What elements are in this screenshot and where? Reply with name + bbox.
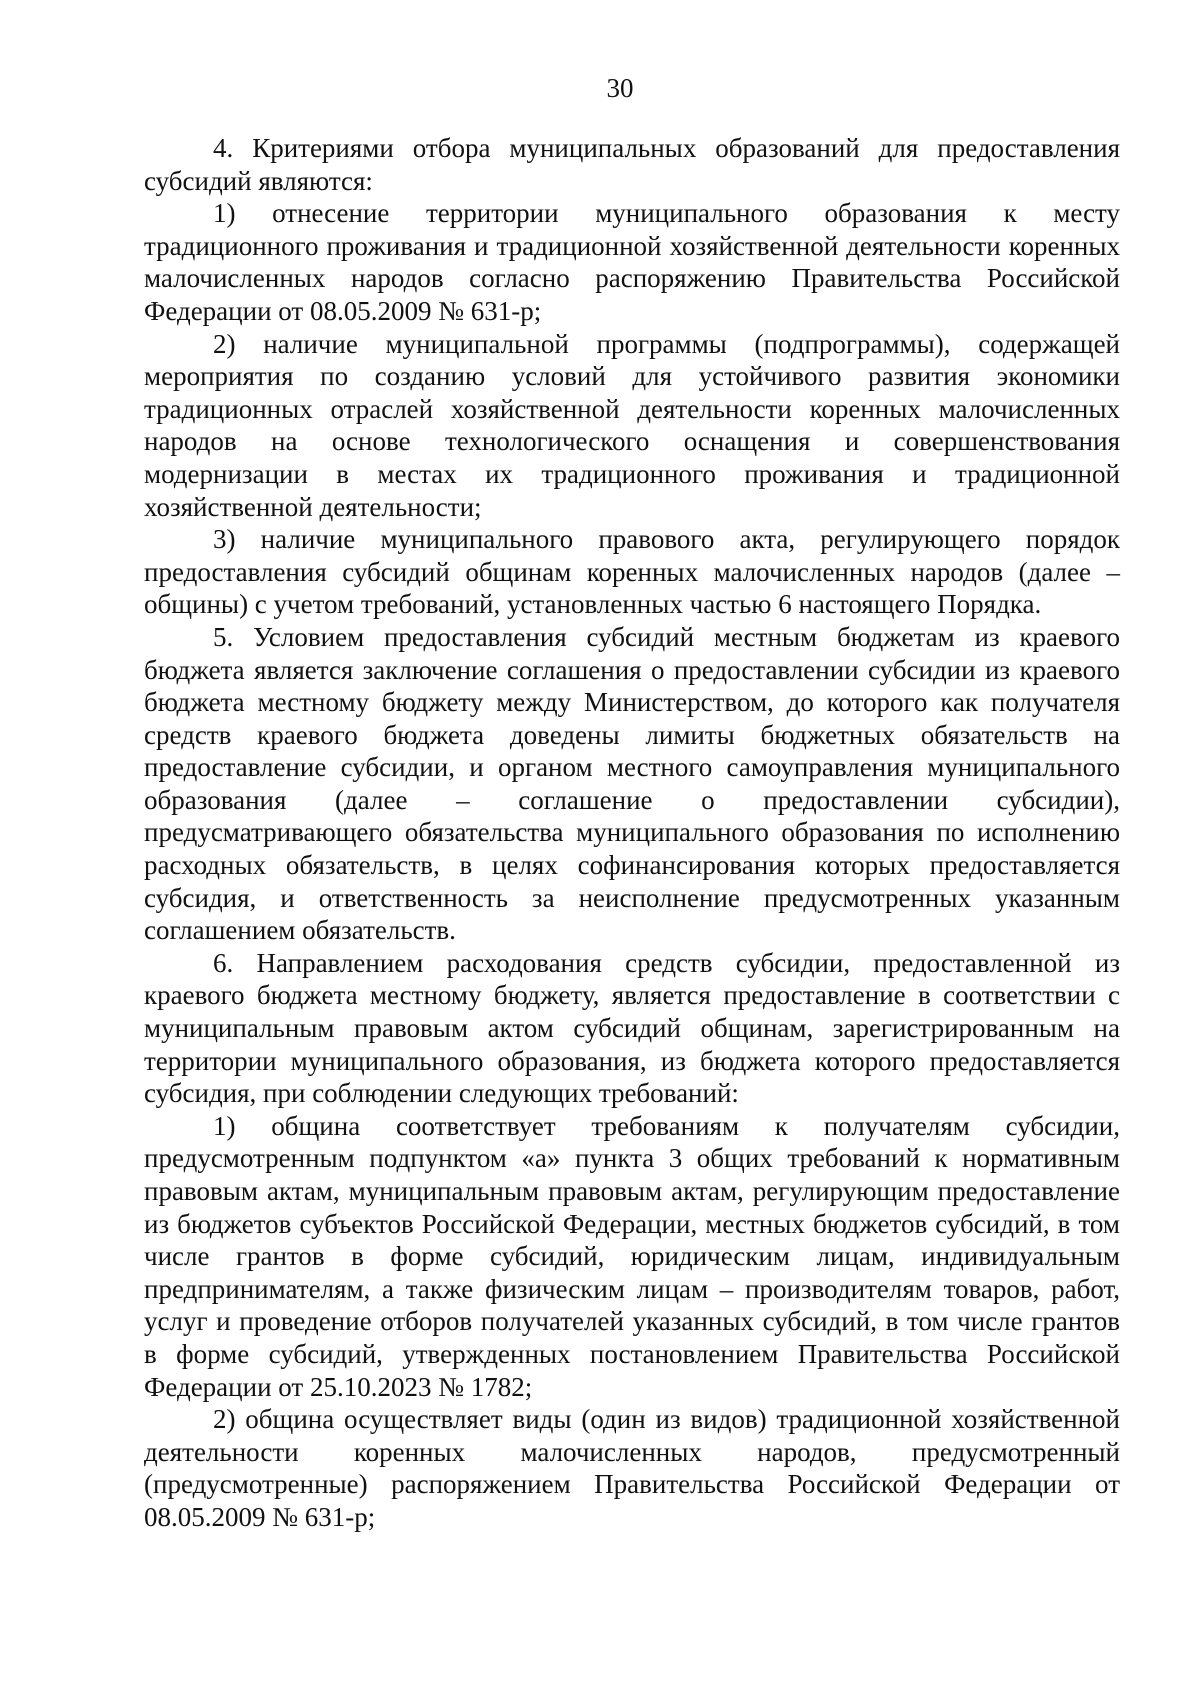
paragraph-requirement-item-1: 1) община соответствует требованиям к получателям субсидии, предусмотренным подпунктом «а» пункта 3 общих требований к нормативным правовым актам, муниципальным правовым актам, регулирующим предоставление из бюджетов субъектов Российской Федерации, местных бюджетов субсидий, в том числе грантов в форме субсидий, юридическим лицам, индивидуальным предпринимателям, а также физическим лицам – производителям товаров, работ, услуг и проведение отборов получателей указанных субсидий, в том числе грантов в форме субсидий, утвержденных постановлением Правительства Российской Федерации от 25.10.2023 № 1782; <box>144 1110 1120 1402</box>
paragraph-criteria-item-3: 3) наличие муниципального правового акта, регулирующего порядок предоставления субсидий общинам коренных малочисленных народов (далее – общины) с учетом требований, установленных частью 6 настоящего Порядка. <box>144 524 1120 620</box>
paragraph-criteria-item-2: 2) наличие муниципальной программы (подпрограммы), содержащей мероприятия по созданию условий для устойчивого развития экономики традиционных отраслей хозяйственной деятельности коренных малочисленных народов на основе технологического оснащения и совершенствования модернизации в местах их традиционного проживания и традиционной хозяйственной деятельности; <box>144 328 1120 522</box>
page-number: 30 <box>606 73 634 103</box>
paragraph-condition: 5. Условием предоставления субсидий местным бюджетам из краевого бюджета является заключение соглашения о предоставлении субсидии из краевого бюджета местному бюджету между Министерством, до которого как получателя средств краевого бюджета доведены лимиты бюджетных обязательств на предоставление субсидии, и органом местного самоуправления муниципального образования (далее – соглашение о предоставлении субсидии), предусматривающего обязательства муниципального образования по исполнению расходных обязательств, в целях софинансирования которых предоставляется субсидия, и ответственность за неисполнение предусмотренных указанным соглашением обязательств. <box>144 621 1120 946</box>
paragraph-criteria: 4. Критериями отбора муниципальных образований для предоставления субсидий являются: <box>144 133 1120 196</box>
paragraph-direction: 6. Направлением расходования средств субсидии, предоставленной из краевого бюджета местному бюджету, является предоставление в соответствии с муниципальным правовым актом субсидий общинам, зарегистрированным на территории муниципального образования, из бюджета которого предоставляется субсидия, при соблюдении следующих требований: <box>144 947 1120 1109</box>
paragraph-criteria-item-1: 1) отнесение территории муниципального образования к месту традиционного проживания и традиционной хозяйственной деятельности коренных малочисленных народов согласно распоряжению Правительства Российской Федерации от 08.05.2009 № 631-р; <box>144 198 1120 326</box>
document-body <box>144 132 1120 1534</box>
paragraph-requirement-item-2: 2) община осуществляет виды (один из видов) традиционной хозяйственной деятельности коренных малочисленных народов, предусмотренный (предусмотренные) распоряжением Правительства Российской Федерации от 08.05.2009 № 631-р; <box>144 1404 1120 1532</box>
